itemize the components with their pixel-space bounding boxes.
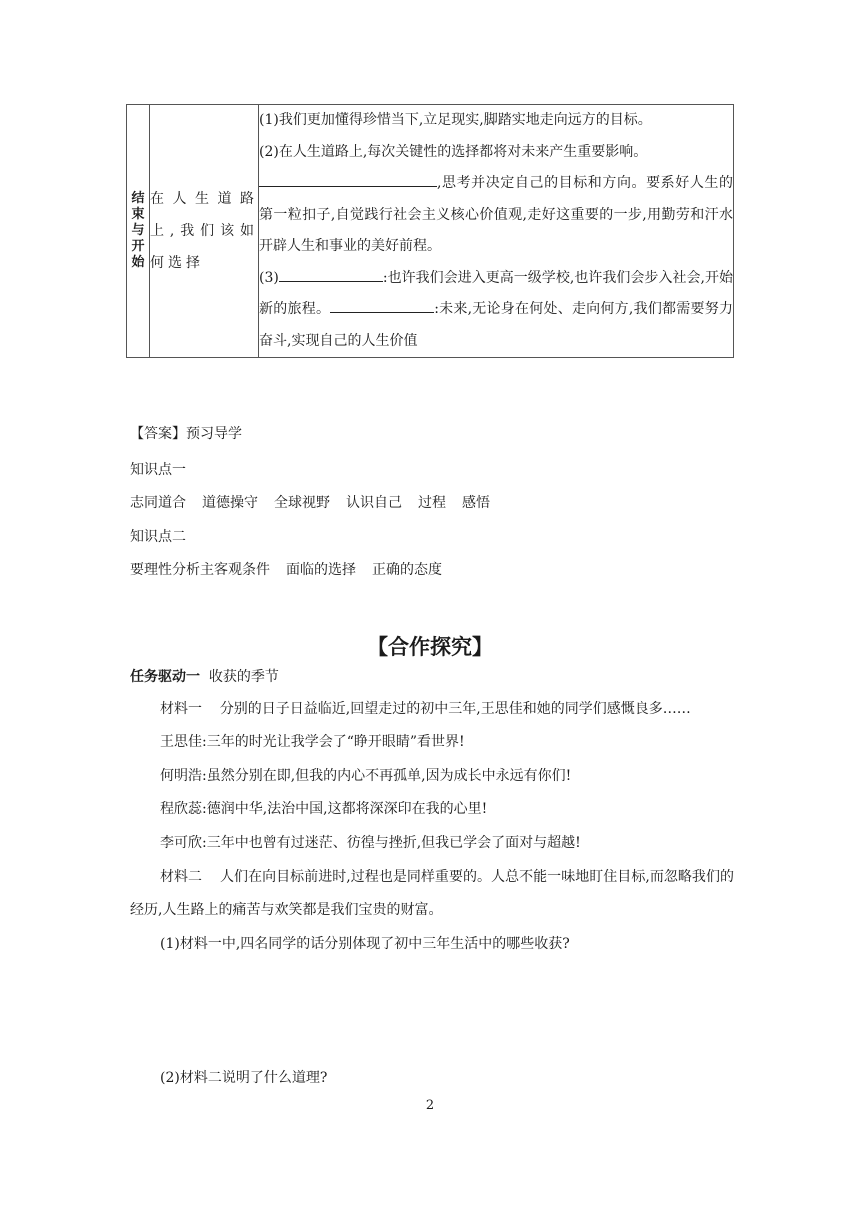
point2-answers xyxy=(130,560,458,580)
fill-blank[interactable] xyxy=(330,298,434,313)
question-2: (2)材料二说明了什么道理? xyxy=(160,1070,328,1086)
content-point-1: (1)我们更加懂得珍惜当下,立足现实,脚踏实地走向远方的目标。 xyxy=(259,112,652,128)
answer-item: 全球视野 xyxy=(274,495,330,511)
summary-table xyxy=(126,104,734,358)
quote-4: 李可欣:三年中也曾有过迷茫、彷徨与挫折,但我已学会了面对与超越! xyxy=(160,835,581,851)
answer-item: 道德操守 xyxy=(202,495,258,511)
point1-answers xyxy=(130,493,506,513)
task-title: 收获的季节 xyxy=(208,669,279,685)
answer-item: 正确的态度 xyxy=(372,562,442,578)
task-heading xyxy=(130,666,279,686)
answer-item: 要理性分析主客观条件 xyxy=(130,562,270,578)
point2-title: 知识点二 xyxy=(130,529,186,545)
fill-blank[interactable] xyxy=(279,267,383,282)
content-point-3: (3) :也许我们会进入更高一级学校,也许我们会步入社会,开始新的旅程。 :未来,无论身在何处、走向何方,我们都需要努力奋斗,实现自己的人生价值 xyxy=(259,263,733,358)
content-cell xyxy=(259,105,734,358)
material2-label: 材料二 xyxy=(160,869,203,885)
material1-intro: 材料一 分别的日子日益临近,回望走过的初中三年,王思佳和她的同学们感慨良多…… xyxy=(160,701,691,717)
answer-item: 面临的选择 xyxy=(286,562,356,578)
point1-title: 知识点一 xyxy=(130,462,186,478)
answer-item: 志同道合 xyxy=(130,495,186,511)
row-label-cell xyxy=(127,105,150,358)
section-title: 【合作探究】 xyxy=(367,635,493,659)
task-label: 任务驱动一 xyxy=(130,669,200,685)
answer-item: 认识自己 xyxy=(346,495,402,511)
material1-label: 材料一 xyxy=(160,701,202,717)
question-cell xyxy=(150,105,259,358)
answer-item: 过程 xyxy=(418,495,446,511)
row-label: 结束与开始 xyxy=(131,191,145,270)
quote-3: 程欣蕊:德润中华,法治中国,这都将深深印在我的心里! xyxy=(160,801,488,817)
page-number: 2 xyxy=(425,1098,435,1113)
quote-2: 何明浩:虽然分别在即,但我的内心不再孤单,因为成长中永远有你们! xyxy=(160,768,572,784)
content-point-2-cont: ,思考并决定自己的目标和方向。要系好人生的第一粒扣子,自觉践行社会主义核心价值观,走好这重要的一步,用勤劳和汗水开辟人生和事业的美好前程。 xyxy=(259,168,733,263)
answer-item: 感悟 xyxy=(462,495,490,511)
content-point-2: (2)在人生道路上,每次关键性的选择都将对未来产生重要影响。 xyxy=(259,143,648,160)
question-1: (1)材料一中,四名同学的话分别体现了初中三年生活中的哪些收获? xyxy=(160,936,570,952)
question-text: 在人生道路上,我们该如何选择 xyxy=(150,191,258,271)
answer-header: 【答案】预习导学 xyxy=(130,426,242,442)
fill-blank[interactable] xyxy=(259,172,437,187)
quote-1: 王思佳:三年的时光让我学会了“睁开眼睛”看世界! xyxy=(160,734,465,750)
material2: 材料二 人们在向目标前进时,过程也是同样重要的。人总不能一味地盯住目标,而忽略我们的经历,人生路上的痛苦与欢笑都是我们宝贵的财富。 xyxy=(130,869,734,918)
